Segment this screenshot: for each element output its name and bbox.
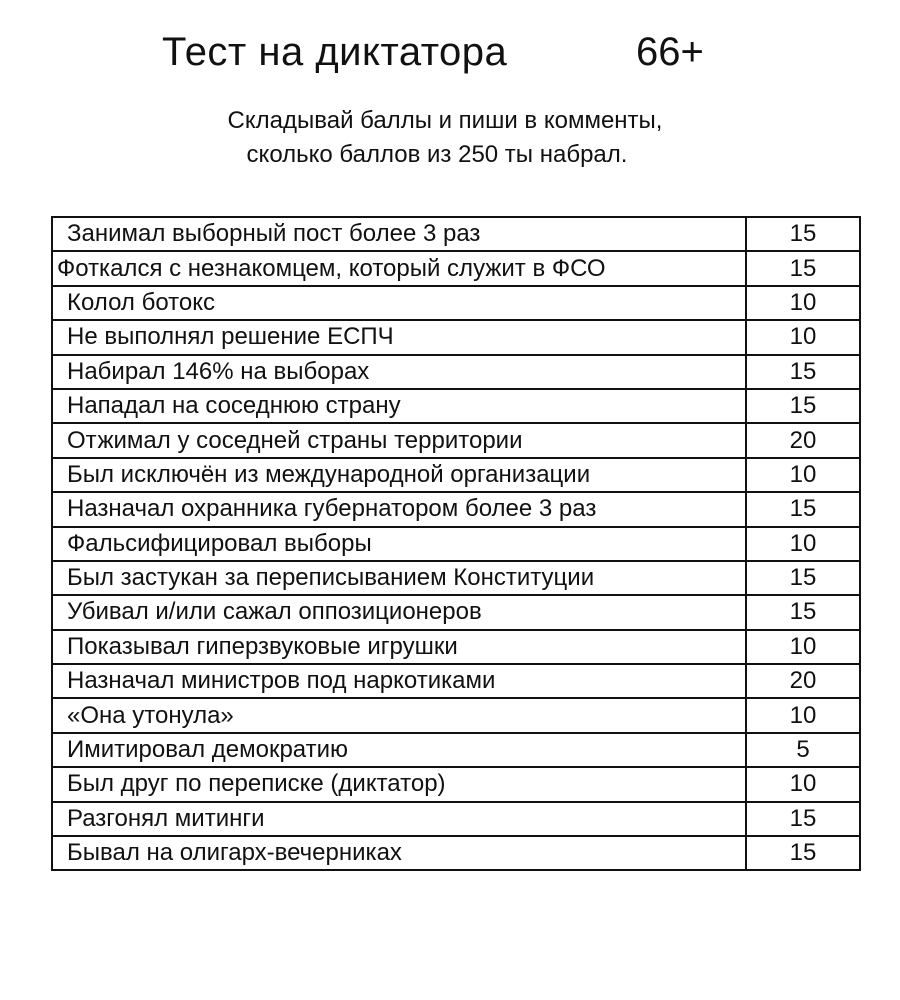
instructions-line-2: сколько баллов из 250 ты набрал. xyxy=(246,141,628,168)
table-row xyxy=(52,767,860,801)
points-cell: 15 xyxy=(746,389,860,423)
table-row xyxy=(52,595,860,629)
points-cell: 20 xyxy=(746,423,860,457)
table-row xyxy=(52,355,860,389)
points-cell: 15 xyxy=(746,251,860,285)
question-cell: Занимал выборный пост более 3 раз xyxy=(52,217,746,251)
question-cell: Не выполнял решение ЕСПЧ xyxy=(52,320,746,354)
question-cell: Нападал на соседнюю страну xyxy=(52,389,746,423)
question-cell: Был исключён из международной организации xyxy=(52,458,746,492)
table-row xyxy=(52,389,860,423)
question-cell: Бывал на олигарх-вечерниках xyxy=(52,836,746,870)
table-row xyxy=(52,320,860,354)
question-cell: Назначал охранника губернатором более 3 раз xyxy=(52,492,746,526)
instructions xyxy=(0,104,900,172)
points-cell: 15 xyxy=(746,355,860,389)
question-cell: Отжимал у соседней страны территории xyxy=(52,423,746,457)
points-cell: 15 xyxy=(746,836,860,870)
points-cell: 15 xyxy=(746,802,860,836)
question-cell: Набирал 146% на выборах xyxy=(52,355,746,389)
table-row xyxy=(52,802,860,836)
table-row xyxy=(52,836,860,870)
header xyxy=(0,28,900,78)
table-row xyxy=(52,561,860,595)
points-cell: 10 xyxy=(746,698,860,732)
table-row xyxy=(52,251,860,285)
points-cell: 10 xyxy=(746,286,860,320)
question-cell: Имитировал демократию xyxy=(52,733,746,767)
instructions-line-1: Складывай баллы и пиши в комменты, xyxy=(227,107,663,134)
points-cell: 10 xyxy=(746,527,860,561)
points-cell: 10 xyxy=(746,767,860,801)
question-cell: Убивал и/или сажал оппозиционеров xyxy=(52,595,746,629)
table-row xyxy=(52,698,860,732)
table-row xyxy=(52,423,860,457)
points-cell: 10 xyxy=(746,320,860,354)
points-cell: 10 xyxy=(746,630,860,664)
points-cell: 20 xyxy=(746,664,860,698)
age-rating: 66+ xyxy=(636,30,704,74)
points-cell: 5 xyxy=(746,733,860,767)
table-row xyxy=(52,733,860,767)
points-cell: 15 xyxy=(746,217,860,251)
table-row xyxy=(52,630,860,664)
question-cell: Был застукан за переписыванием Конституции xyxy=(52,561,746,595)
table-row xyxy=(52,664,860,698)
question-cell: Фоткался с незнакомцем, который служит в ФСО xyxy=(52,251,746,285)
table-row xyxy=(52,217,860,251)
question-cell: Разгонял митинги xyxy=(52,802,746,836)
points-cell: 10 xyxy=(746,458,860,492)
page-title: Тест на диктатора xyxy=(162,30,508,74)
question-cell: Показывал гиперзвуковые игрушки xyxy=(52,630,746,664)
question-cell: Назначал министров под наркотиками xyxy=(52,664,746,698)
points-cell: 15 xyxy=(746,492,860,526)
question-cell: Был друг по переписке (диктатор) xyxy=(52,767,746,801)
score-table xyxy=(51,216,861,871)
question-cell: «Она утонула» xyxy=(52,698,746,732)
table-row xyxy=(52,492,860,526)
points-cell: 15 xyxy=(746,561,860,595)
table-row xyxy=(52,286,860,320)
question-cell: Фальсифицировал выборы xyxy=(52,527,746,561)
table-row xyxy=(52,458,860,492)
question-cell: Колол ботокс xyxy=(52,286,746,320)
points-cell: 15 xyxy=(746,595,860,629)
table-row xyxy=(52,527,860,561)
